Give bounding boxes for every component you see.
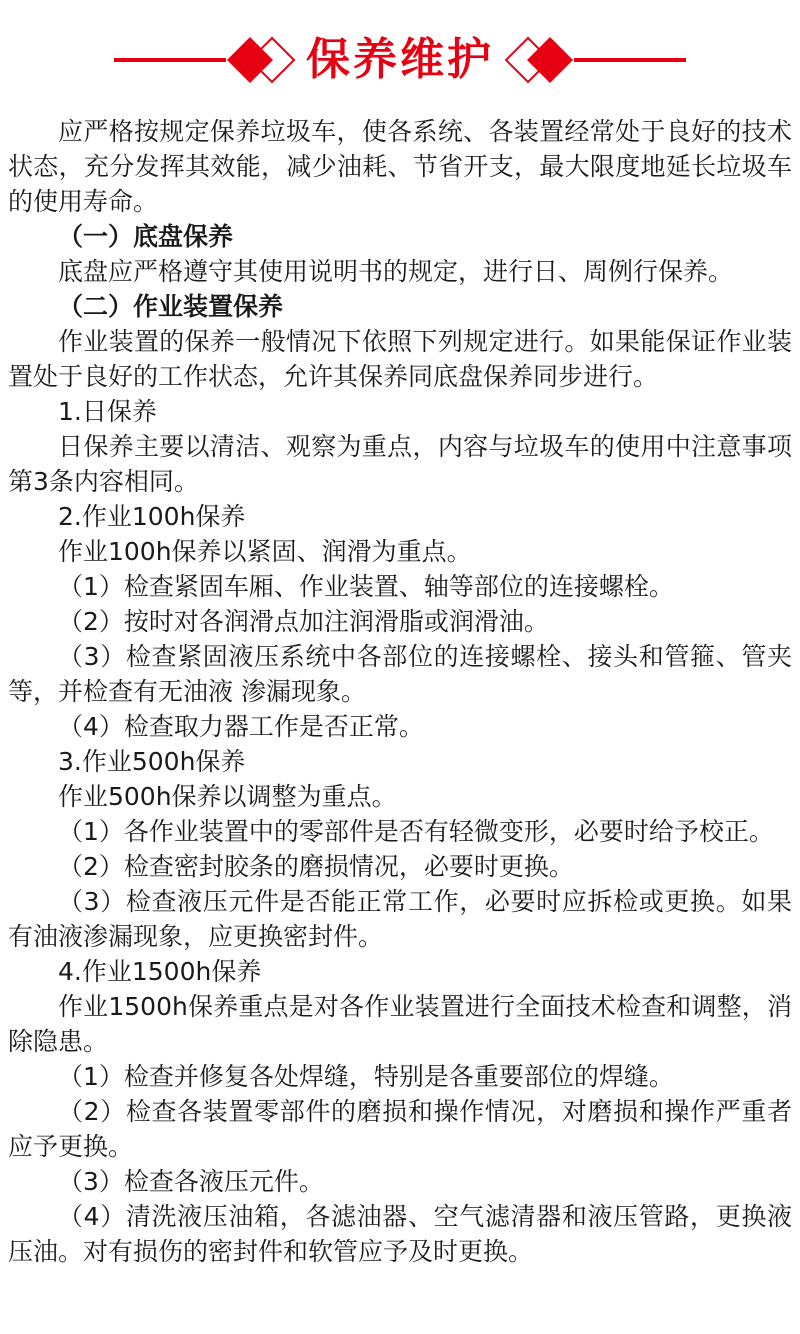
paragraph: 作业1500h保养重点是对各作业装置进行全面技术检查和调整，消除隐患。: [8, 992, 792, 1056]
paragraph: 作业100h保养以紧固、润滑为重点。: [58, 537, 472, 566]
paragraph: （2）检查各装置零部件的磨损和操作情况，对磨损和操作严重者应予更换。: [8, 1097, 792, 1161]
paragraph: （1）检查紧固车厢、作业装置、轴等部位的连接螺栓。: [58, 572, 674, 601]
paragraph: 应严格按规定保养垃圾车，使各系统、各装置经常处于良好的技术状态，充分发挥其效能，减少油耗、节省开支，最大限度地延长垃圾车的使用寿命。: [8, 117, 792, 216]
paragraph: 3.作业500h保养: [58, 747, 246, 776]
paragraph: 底盘应严格遵守其使用说明书的规定，进行日、周例行保养。: [58, 257, 734, 286]
section-heading: （一）底盘保养: [58, 222, 234, 251]
right-decor-line: [574, 58, 686, 62]
content-body: [0, 114, 800, 1269]
paragraph: 1.日保养: [58, 397, 157, 426]
paragraph: （3）检查紧固液压系统中各部位的连接螺栓、接头和管箍、管夹等，并检查有无油液 渗漏现象。: [8, 642, 792, 706]
paragraph: （1）各作业装置中的零部件是否有轻微变形，必要时给予校正。: [58, 817, 774, 846]
paragraph: 作业500h保养以调整为重点。: [58, 782, 397, 811]
paragraph: 日保养主要以清洁、观察为重点，内容与垃圾车的使用中注意事项第3条内容相同。: [8, 432, 792, 496]
paragraph: 作业装置的保养一般情况下依照下列规定进行。如果能保证作业装置处于良好的工作状态，允许其保养同底盘保养同步进行。: [8, 327, 792, 391]
paragraph: 2.作业100h保养: [58, 502, 246, 531]
section-heading: （二）作业装置保养: [58, 292, 284, 321]
diamond-pair-right-icon: [504, 35, 574, 85]
paragraph: （3）检查液压元件是否能正常工作，必要时应拆检或更换。如果有油液渗漏现象，应更换密封件。: [8, 887, 792, 951]
paragraph: （3）检查各液压元件。: [58, 1167, 324, 1196]
paragraph: （2）检查密封胶条的磨损情况，必要时更换。: [58, 852, 574, 881]
left-decor-line: [114, 58, 226, 62]
paragraph: （1）检查并修复各处焊缝，特别是各重要部位的焊缝。: [58, 1062, 674, 1091]
diamond-pair-left-icon: [226, 35, 296, 85]
paragraph: （4）清洗液压油箱，各滤油器、空气滤清器和液压管路，更换液压油。对有损伤的密封件和软管应予及时更换。: [8, 1202, 792, 1266]
paragraph: （2）按时对各润滑点加注润滑脂或润滑油。: [58, 607, 549, 636]
paragraph: （4）检查取力器工作是否正常。: [58, 712, 424, 741]
title-banner: [0, 34, 800, 86]
paragraph: 4.作业1500h保养: [58, 957, 262, 986]
page-title: 保养维护: [306, 34, 494, 85]
